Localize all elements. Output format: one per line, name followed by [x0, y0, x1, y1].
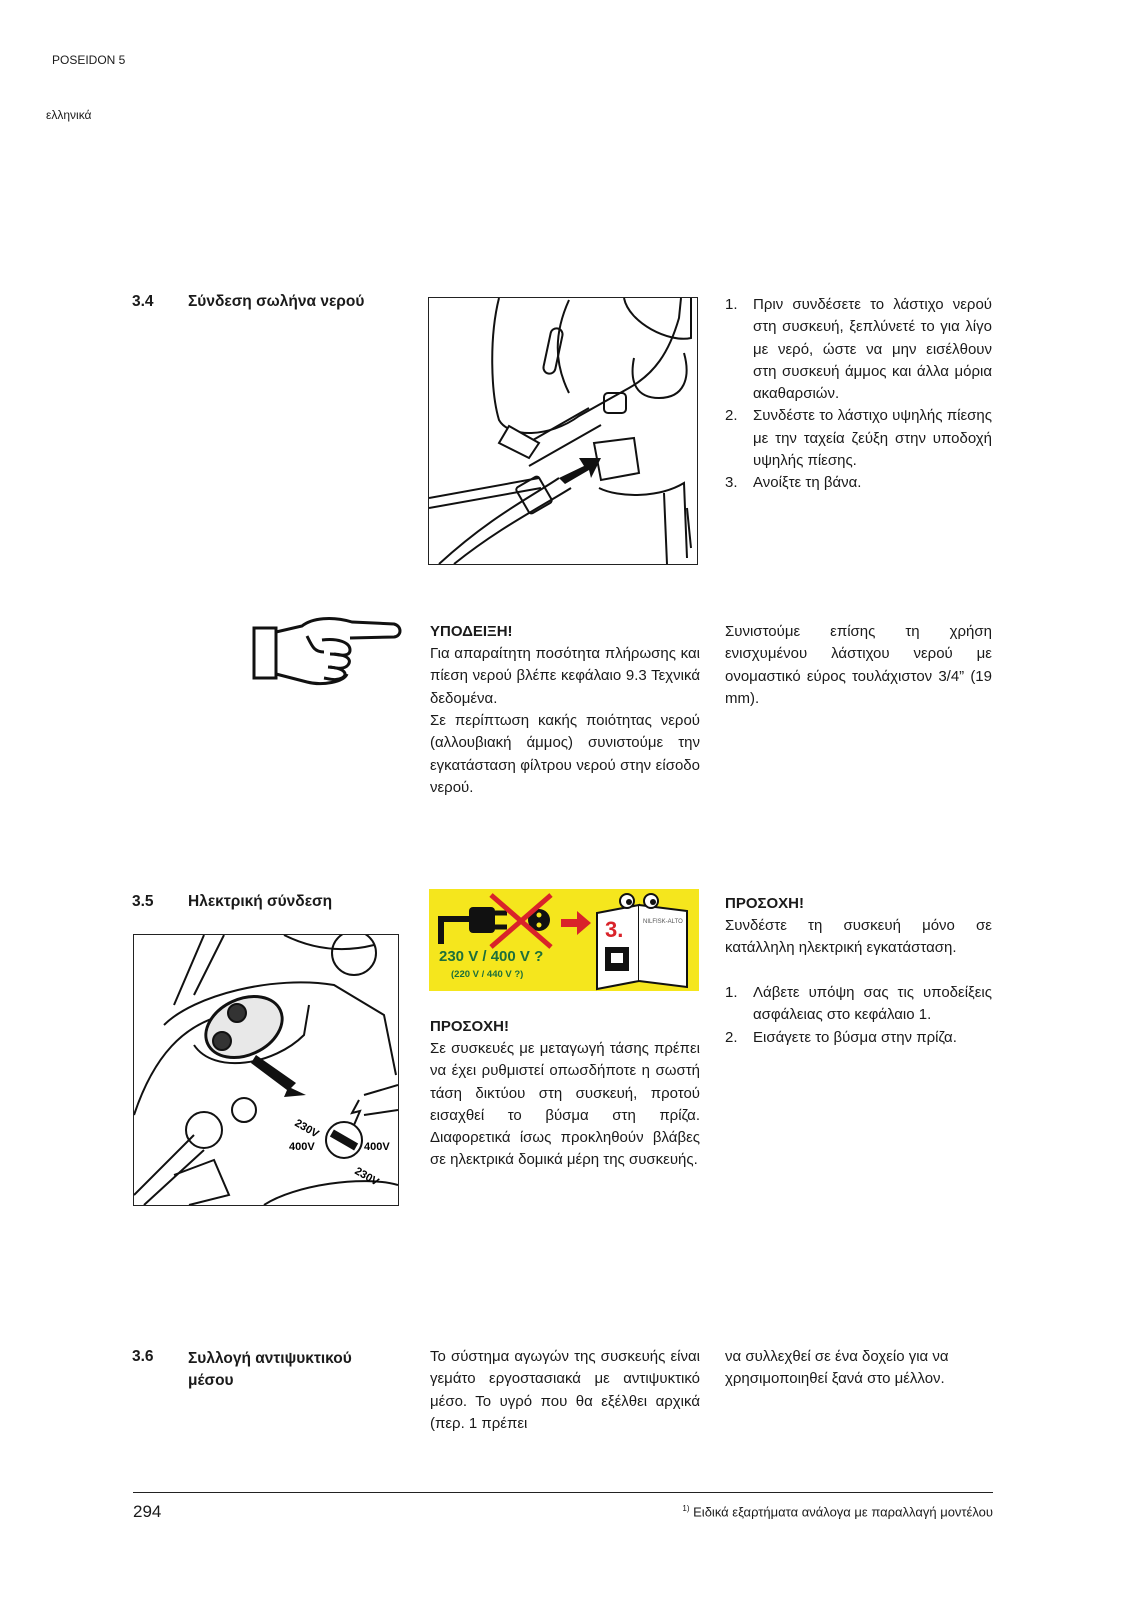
- footer-divider: [133, 1492, 993, 1493]
- voltage-question-label: 230 V / 400 V ?: [439, 948, 544, 965]
- section-3-4-title: Σύνδεση σωλήνα νερού: [188, 293, 365, 310]
- footnote-mark: 1): [682, 1504, 690, 1513]
- warning-1-heading: ΠΡΟΣΟΧΗ!: [430, 1018, 510, 1035]
- section-3-6-column-2: να συλλεχθεί σε ένα δοχείο για να χρησιμοποιηθεί ξανά στο μέλλον.: [725, 1348, 949, 1388]
- switch-label-230v-left: 230V: [292, 1117, 321, 1141]
- section-3-4-number: 3.4: [132, 293, 154, 310]
- voltage-warning-label: [429, 889, 699, 991]
- note-paragraph-1: Για απαραίτητη ποσότητα πλήρωσης και πίεση νερού βλέπε κεφάλαιο 9.3 Τεχνικά δεδομένα.: [430, 645, 700, 707]
- manual-chapter-label: 3.: [605, 917, 624, 942]
- product-name: POSEIDON 5: [52, 53, 126, 67]
- step-1: 1. Λάβετε υπόψη σας τις υποδείξεις ασφάλειας στο κεφάλαιο 1.: [725, 984, 992, 1024]
- section-3-6-column-1: Το σύστημα αγωγών της συσκευής είναι γεμάτο εργοστασιακά με αντιψυκτικό μέσο. Το υγρό που θα εξέλθει αρχικά (περ. 1 πρέπει: [430, 1348, 700, 1432]
- page-number: 294: [133, 1502, 162, 1521]
- voltage-switch-figure: [133, 934, 399, 1206]
- section-3-5-steps: [725, 982, 992, 1049]
- water-hose-illustration: [429, 298, 697, 564]
- note-heading: ΥΠΟΔΕΙΞΗ!: [430, 623, 513, 640]
- switch-label-230v-right: 230V: [352, 1165, 381, 1189]
- arrow-right-icon: [561, 911, 591, 935]
- footnote: [682, 1504, 993, 1519]
- manual-brand-label: NILFISK-ALTO: [643, 919, 683, 925]
- footnote-text: Ειδικά εξαρτήματα ανάλογα με παραλλαγή μοντέλου: [693, 1504, 993, 1520]
- voltage-alt-label: (220 V / 440 V ?): [451, 969, 524, 980]
- section-3-5-title: Ηλεκτρική σύνδεση: [188, 893, 333, 910]
- voltage-switch-illustration: [134, 935, 398, 1205]
- pointing-hand-icon: [252, 612, 402, 692]
- water-hose-connection-figure: [428, 297, 698, 565]
- step-2: 2. Συνδέστε το λάστιχο υψηλής πίεσης με την ταχεία ζεύξη στην υποδοχή υψηλής πίεσης.: [725, 407, 992, 470]
- step-1: 1. Πριν συνδέσετε το λάστιχο νερού στη συσκευή, ξεπλύνετέ το για λίγο με νερό, ώστε να μην εισέλθουν στη συσκευή άμμος και άλλα μόρια ακαθαρσιών.: [725, 296, 992, 403]
- note-paragraph-2: Σε περίπτωση κακής ποιότητας νερού (αλλουβιακή άμμος) συνιστούμε την εγκατάσταση φίλτρου νερού στην είσοδο νερού.: [430, 712, 700, 796]
- section-3-5-number: 3.5: [132, 893, 154, 910]
- step-3: 3. Ανοίξτε τη βάνα.: [725, 474, 862, 492]
- warning-2-text: Συνδέστε τη συσκευή μόνο σε κατάλληλη ηλεκτρική εγκατάσταση.: [725, 917, 992, 957]
- high-voltage-icon: [352, 1100, 360, 1125]
- switch-label-400v-right: 400V: [364, 1141, 390, 1153]
- warning-1-text: Σε συσκευές με μεταγωγή τάσης πρέπει να έχει ρυθμιστεί οπωσδήποτε η σωστή τάση δικτύου στη συσκευή, προτού εισαχθεί το βύσμα στη πρίζα. Διαφορετικά ίσως προκληθούν βλάβες σε ηλεκτρικά δομικά μέρη της συσκευής.: [430, 1040, 700, 1169]
- switch-label-400v-left: 400V: [289, 1141, 315, 1153]
- language-label: ελληνικά: [46, 108, 92, 122]
- section-3-6-number: 3.6: [132, 1348, 154, 1365]
- section-3-6-title: Συλλογή αντιψυκτικού μέσου: [188, 1350, 352, 1389]
- note-hose-recommendation: Συνιστούμε επίσης τη χρήση ενισχυμένου λάστιχου νερού με ονομαστικό εύρος τουλάχιστον 3/4” (19 mm).: [725, 623, 992, 707]
- step-2: 2. Εισάγετε το βύσμα στην πρίζα.: [725, 1028, 957, 1046]
- warning-2-heading: ΠΡΟΣΟΧΗ!: [725, 895, 805, 912]
- section-3-4-steps: [725, 294, 992, 495]
